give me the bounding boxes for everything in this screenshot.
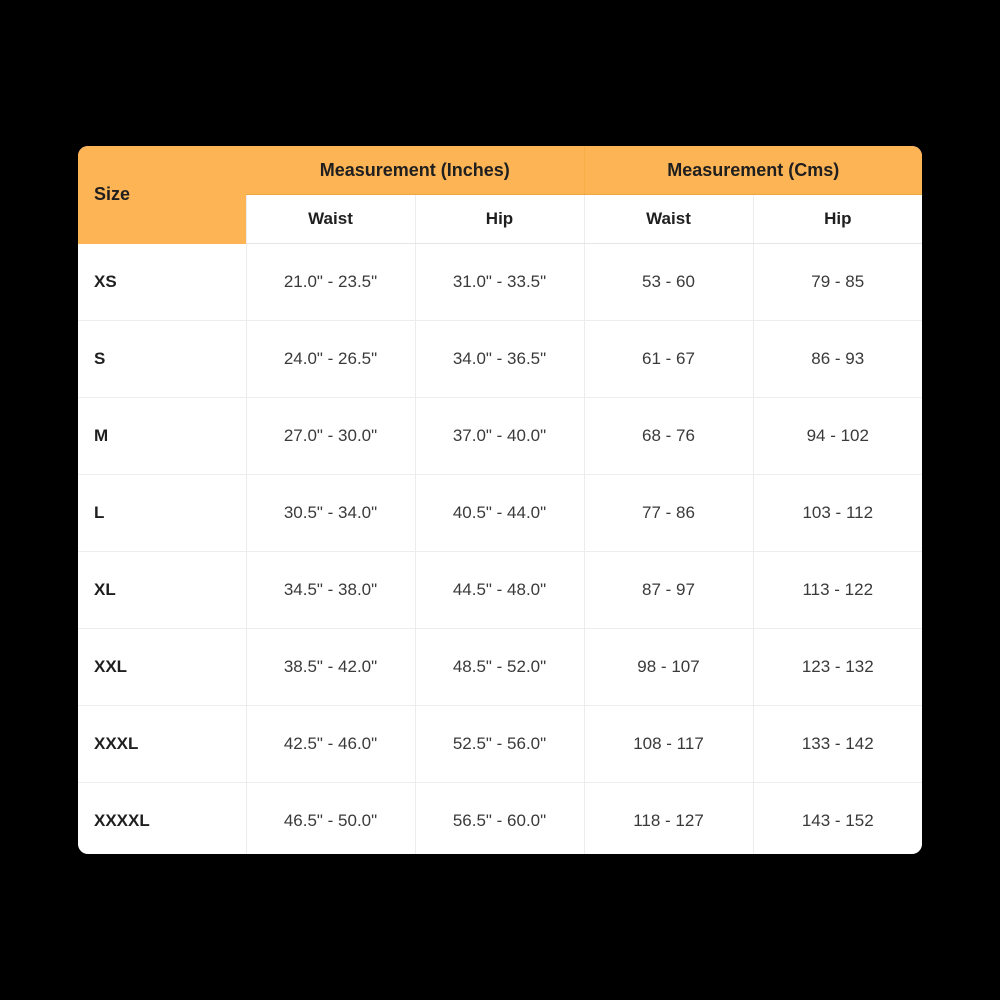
cell-hip-cms: 143 - 152 <box>753 783 922 855</box>
cell-waist-inches: 46.5" - 50.0" <box>246 783 415 855</box>
header-sub-hip-inches: Hip <box>415 195 584 244</box>
cell-size: XXL <box>78 629 246 706</box>
cell-size: XS <box>78 244 246 321</box>
cell-waist-cms: 87 - 97 <box>584 552 753 629</box>
table-row <box>78 706 922 783</box>
cell-hip-cms: 113 - 122 <box>753 552 922 629</box>
size-chart-table <box>78 146 922 854</box>
cell-waist-inches: 24.0" - 26.5" <box>246 321 415 398</box>
cell-hip-cms: 86 - 93 <box>753 321 922 398</box>
cell-hip-inches: 37.0" - 40.0" <box>415 398 584 475</box>
cell-waist-inches: 42.5" - 46.0" <box>246 706 415 783</box>
header-group-cms: Measurement (Cms) <box>584 146 922 195</box>
table-row <box>78 475 922 552</box>
table-body <box>78 244 922 855</box>
header-sub-waist-cms: Waist <box>584 195 753 244</box>
table-row <box>78 321 922 398</box>
cell-waist-inches: 21.0" - 23.5" <box>246 244 415 321</box>
cell-hip-inches: 34.0" - 36.5" <box>415 321 584 398</box>
cell-size: XXXL <box>78 706 246 783</box>
cell-waist-inches: 27.0" - 30.0" <box>246 398 415 475</box>
cell-size: S <box>78 321 246 398</box>
cell-waist-inches: 34.5" - 38.0" <box>246 552 415 629</box>
header-row-groups <box>78 146 922 195</box>
table-header <box>78 146 922 244</box>
cell-size: M <box>78 398 246 475</box>
cell-waist-inches: 38.5" - 42.0" <box>246 629 415 706</box>
cell-hip-cms: 79 - 85 <box>753 244 922 321</box>
cell-hip-inches: 40.5" - 44.0" <box>415 475 584 552</box>
cell-hip-inches: 44.5" - 48.0" <box>415 552 584 629</box>
cell-waist-cms: 108 - 117 <box>584 706 753 783</box>
cell-waist-cms: 77 - 86 <box>584 475 753 552</box>
table-row <box>78 398 922 475</box>
cell-waist-inches: 30.5" - 34.0" <box>246 475 415 552</box>
table-row <box>78 552 922 629</box>
header-sub-waist-inches: Waist <box>246 195 415 244</box>
cell-waist-cms: 53 - 60 <box>584 244 753 321</box>
cell-size: XL <box>78 552 246 629</box>
cell-hip-cms: 103 - 112 <box>753 475 922 552</box>
header-group-inches: Measurement (Inches) <box>246 146 584 195</box>
table-row <box>78 629 922 706</box>
size-chart-card <box>78 146 922 854</box>
cell-size: XXXXL <box>94 811 150 830</box>
cell-size: L <box>78 475 246 552</box>
table-row <box>78 244 922 321</box>
header-size: Size <box>78 146 246 244</box>
table-row <box>78 783 922 855</box>
cell-hip-inches: 52.5" - 56.0" <box>415 706 584 783</box>
cell-hip-inches: 48.5" - 52.0" <box>415 629 584 706</box>
cell-waist-cms: 98 - 107 <box>584 629 753 706</box>
cell-hip-cms: 133 - 142 <box>753 706 922 783</box>
cell-waist-cms: 61 - 67 <box>584 321 753 398</box>
cell-waist-cms: 118 - 127 <box>584 783 753 855</box>
header-sub-hip-cms: Hip <box>753 195 922 244</box>
cell-waist-cms: 68 - 76 <box>584 398 753 475</box>
cell-hip-inches: 56.5" - 60.0" <box>415 783 584 855</box>
cell-hip-inches: 31.0" - 33.5" <box>415 244 584 321</box>
cell-hip-cms: 94 - 102 <box>753 398 922 475</box>
cell-hip-cms: 123 - 132 <box>753 629 922 706</box>
